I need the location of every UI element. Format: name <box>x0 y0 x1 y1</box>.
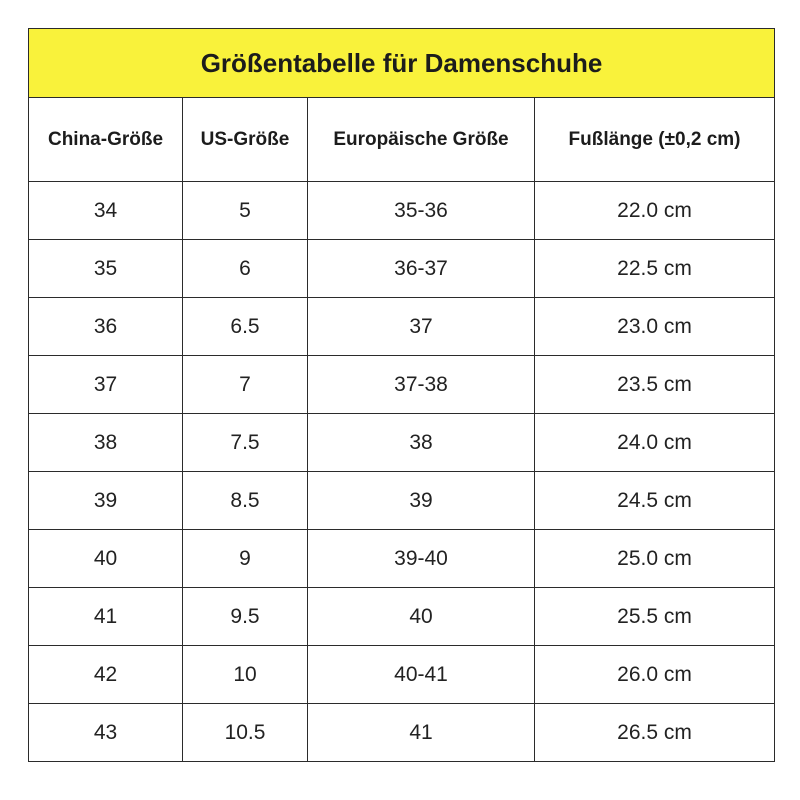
table-row <box>29 472 775 530</box>
cell-us-size: 9.5 <box>183 588 308 646</box>
cell-european-size: 39 <box>308 472 535 530</box>
cell-european-size: 40-41 <box>308 646 535 704</box>
cell-foot-length: 24.5 cm <box>535 472 775 530</box>
cell-china-size: 43 <box>29 704 183 762</box>
cell-european-size: 39-40 <box>308 530 535 588</box>
cell-china-size: 35 <box>29 240 183 298</box>
cell-us-size: 7 <box>183 356 308 414</box>
cell-european-size: 37-38 <box>308 356 535 414</box>
table-row <box>29 588 775 646</box>
table-row <box>29 356 775 414</box>
table-row <box>29 646 775 704</box>
table-title: Größentabelle für Damenschuhe <box>29 29 775 98</box>
cell-china-size: 40 <box>29 530 183 588</box>
cell-us-size: 10 <box>183 646 308 704</box>
table-row <box>29 298 775 356</box>
cell-china-size: 37 <box>29 356 183 414</box>
cell-european-size: 36-37 <box>308 240 535 298</box>
cell-china-size: 36 <box>29 298 183 356</box>
cell-china-size: 34 <box>29 182 183 240</box>
cell-foot-length: 22.5 cm <box>535 240 775 298</box>
cell-foot-length: 23.5 cm <box>535 356 775 414</box>
header-european-size: Europäische Größe <box>308 98 535 182</box>
cell-european-size: 41 <box>308 704 535 762</box>
cell-china-size: 38 <box>29 414 183 472</box>
cell-foot-length: 25.5 cm <box>535 588 775 646</box>
cell-us-size: 9 <box>183 530 308 588</box>
cell-us-size: 6.5 <box>183 298 308 356</box>
table-row <box>29 530 775 588</box>
cell-foot-length: 23.0 cm <box>535 298 775 356</box>
table-row <box>29 182 775 240</box>
table-row <box>29 240 775 298</box>
cell-european-size: 35-36 <box>308 182 535 240</box>
cell-us-size: 8.5 <box>183 472 308 530</box>
header-us-size: US-Größe <box>183 98 308 182</box>
cell-us-size: 5 <box>183 182 308 240</box>
cell-european-size: 40 <box>308 588 535 646</box>
cell-foot-length: 26.0 cm <box>535 646 775 704</box>
cell-european-size: 38 <box>308 414 535 472</box>
cell-china-size: 41 <box>29 588 183 646</box>
size-chart-table <box>28 28 775 762</box>
title-row <box>29 29 775 98</box>
cell-foot-length: 25.0 cm <box>535 530 775 588</box>
cell-european-size: 37 <box>308 298 535 356</box>
cell-us-size: 10.5 <box>183 704 308 762</box>
table-row <box>29 414 775 472</box>
header-foot-length: Fußlänge (±0,2 cm) <box>535 98 775 182</box>
cell-us-size: 6 <box>183 240 308 298</box>
header-china-size: China-Größe <box>29 98 183 182</box>
cell-foot-length: 26.5 cm <box>535 704 775 762</box>
table-row <box>29 704 775 762</box>
cell-foot-length: 24.0 cm <box>535 414 775 472</box>
cell-china-size: 42 <box>29 646 183 704</box>
header-row <box>29 98 775 182</box>
cell-us-size: 7.5 <box>183 414 308 472</box>
cell-china-size: 39 <box>29 472 183 530</box>
cell-foot-length: 22.0 cm <box>535 182 775 240</box>
